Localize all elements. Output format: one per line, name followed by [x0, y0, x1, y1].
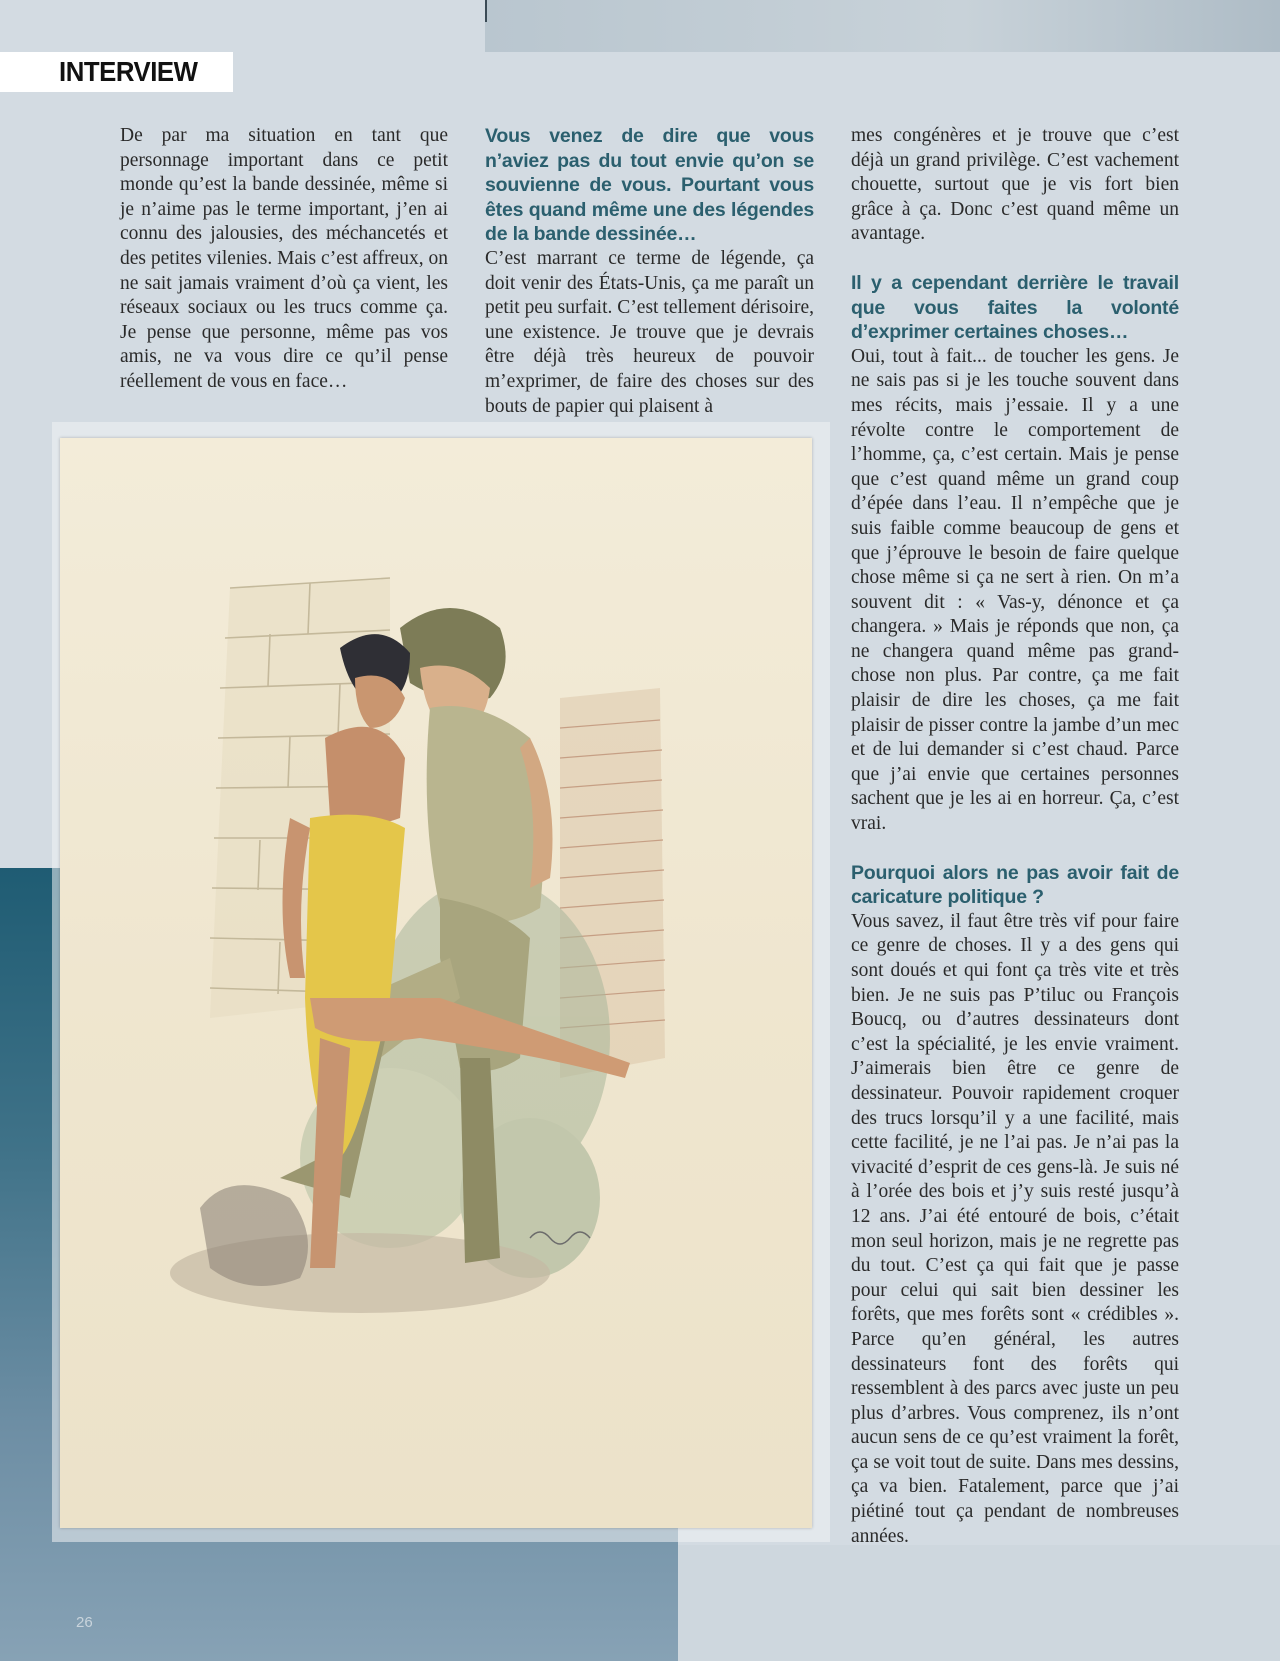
answer-caricature: Vous savez, il faut être très vif pour faire ce genre de choses. Il y a des gens qui sont doués et qui font ça très vite et très bien. Je ne suis pas P’tiluc ou François Boucq, ou d’autres dessinateurs dont c’est la spécialité, je les envie vraiment. J’aimerais bien être ce genre de dessinateur. Pouvoir rapidement croquer des trucs lorsqu’il y a une facilité, mais cette facilité, je ne l’ai pas. Je n’ai pas la vivacité d’esprit de ces gens-là. Je suis né à l’orée des bois et j’y suis resté jusqu’à 12 ans. J’ai été entouré de bois, c’était mon seul horizon, mais je ne regrette pas du tout. C’est ça qui fait que je passe pour celui qui sait bien dessiner les forêts, que mes forêts sont « crédibles ». Parce qu’en général, les autres dessinateurs font des forêts qui ressemblent à des parcs avec juste un peu plus d’arbres. Vous comprenez, ils n’ont aucun sens de ce qu’est vraiment la forêt, ça se voit tout de suite. Dans mes dessins, ça va bien. Fatalement, parce que j’ai piétiné tout ça pendant de nombreuses années. — [851, 910, 1179, 1547]
question-legend: Vous venez de dire que vous n’aviez pas du tout envie qu’on se souvienne de vous. Pourtant vous êtes quand même une des légendes de la bande dessinée… — [485, 125, 814, 246]
question-caricature: Pourquoi alors ne pas avoir fait de caricature politique ? — [851, 861, 1179, 909]
top-decorative-band — [485, 0, 1280, 52]
section-label — [0, 52, 233, 92]
answer-expression: Oui, tout à fait... de toucher les gens. Je ne sais pas si je les touche souvent dans mes récits, mais j’essaie. Il y a une révolte contre le comportement de l’homme, ça, c’est certain. Mais je pense que c’est quand même un grand coup d’épée dans l’eau. Il n’empêche que je suis faible comme beaucoup de gens et que j’éprouve le besoin de faire quelque chose même si ça ne sert à rien. On m’a souvent dit : « Vas-y, dénonce et ça changera. » Mais je réponds que non, ça ne changera quand même pas grand-chose non plus. Par contre, ça me fait plaisir de dire les choses, ça me fait plaisir de pisser contre la jambe d’un mec et de lui demander si c’est chaud. Parce que j’ai envie que certaines personnes sachent que je les ai en horreur. Ça, c’est vrai. — [851, 345, 1179, 835]
top-band-divider — [485, 0, 487, 22]
page-number: 26 — [76, 1614, 93, 1631]
paragraph-intro: De par ma situation en tant que personnage important dans ce petit monde qu’est la bande dessinée, même si je n’aime pas le terme important, j’en ai connu des jalousies, des méchancetés et des petites vilenies. Mais c’est affreux, on ne sait jamais vraiment d’où ça vient, les réseaux sociaux ou les trucs comme ça. Je pense que personne, même pas vos amis, ne va vous dire ce qu’il pense réellement de vous en face… — [120, 125, 448, 392]
illustration-watercolor-icon — [60, 438, 812, 1528]
section-title: INTERVIEW — [59, 56, 198, 87]
column-2 — [485, 124, 814, 419]
rubble-drawing — [200, 1185, 308, 1286]
answer-continuation: mes congénères et je trouve que c’est déjà un grand privilège. C’est vachement chouette, surtout que je vis fort bien grâce à ça. Donc c’est quand même un avantage. — [851, 125, 1179, 245]
column-3 — [851, 124, 1179, 1549]
column-1 — [120, 124, 448, 395]
answer-legend: C’est marrant ce terme de légende, ça doit venir des États-Unis, ça me paraît un petit peu surfait. C’est tellement dérisoire, une existence. Je trouve que je devrais être déjà très heureux de pouvoir m’exprimer, de faire des choses sur des bouts de papier qui plaisent à — [485, 247, 814, 417]
question-expression: Il y a cependant derrière le travail que vous faites la volonté d’exprimer certaines choses… — [851, 271, 1179, 344]
bottom-right-color-block — [678, 1545, 1280, 1661]
artwork-illustration — [60, 438, 812, 1528]
